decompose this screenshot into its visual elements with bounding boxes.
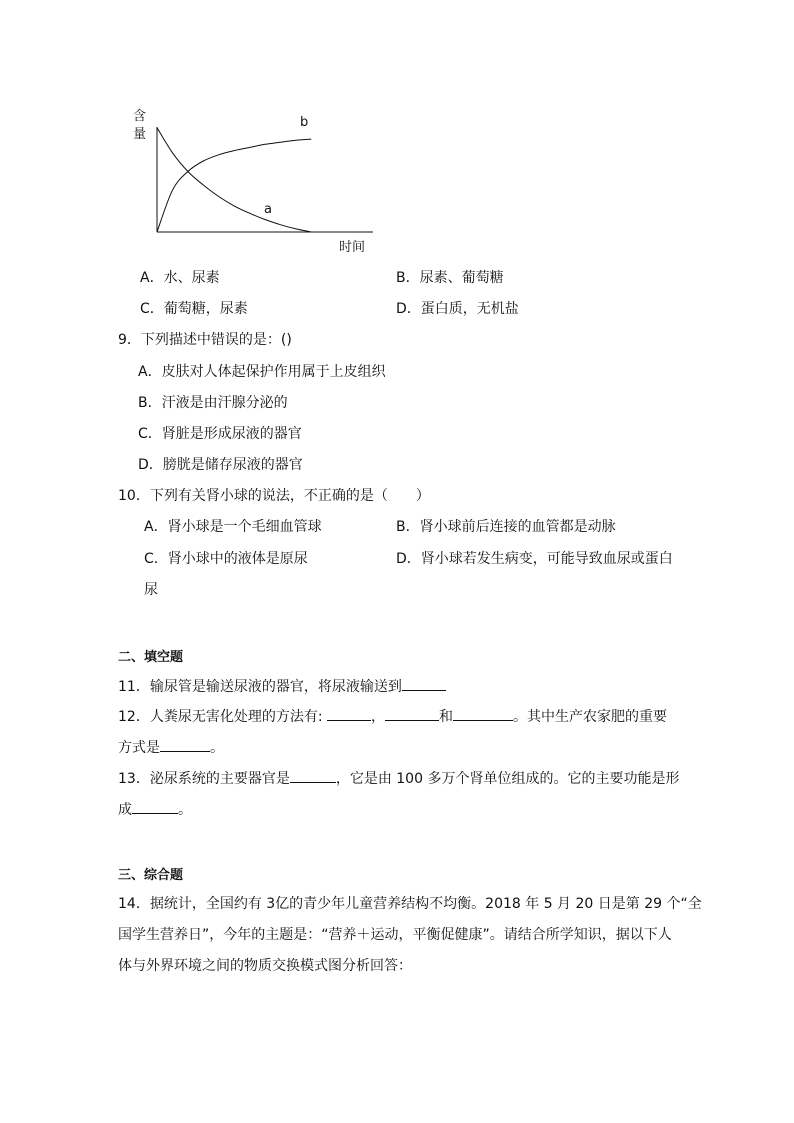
chart-ylabel-char-1: 含 [133,109,147,124]
q12-blank-4[interactable] [160,737,210,752]
q13-end: 。 [178,802,192,818]
q10-option-d-continued: 尿 [144,582,158,598]
q11-text: 11．输尿管是输送尿液的器官，将尿液输送到 [118,679,402,695]
q8-option-c: C．葡萄糖，尿素 [140,301,248,317]
q8-option-b: B．尿素、葡萄糖 [396,270,504,286]
q13-blank-2[interactable] [132,799,178,814]
q14-line-1: 14．据统计，全国约有 3亿的青少年儿童营养结构不均衡。2018 年 5 月 20 日是第 29 个“全 [118,896,702,912]
q10-option-d: D．肾小球若发生病变，可能导致血尿或蛋白 [396,551,673,567]
q12-tail: 。其中生产农家肥的重要 [512,709,667,725]
q8-option-d: D．蛋白质，无机盐 [396,301,519,317]
q8-option-a: A．水、尿素 [140,270,220,286]
q13-text: 13．泌尿系统的主要器官是 [118,771,290,787]
section-2-heading: 二、填空题 [118,650,184,665]
q12-end: 。 [210,740,224,756]
q9-option-c: C．肾脏是形成尿液的器官 [138,426,302,442]
q13-line-2 [118,799,192,820]
chart-ylabel-char-2: 量 [133,127,147,142]
q12-text: 12．人粪尿无害化处理的方法有: [118,709,323,725]
q10-option-a: A．肾小球是一个毛细血管球 [144,519,322,535]
q12-blank-1[interactable] [327,706,371,721]
q12-text-2: 方式是 [118,740,160,756]
q10-option-c: C．肾小球中的液体是原尿 [144,551,308,567]
q13-line-1 [118,768,679,789]
q13-mid: ，它是由 100 多万个肾单位组成的。它的主要功能是形 [335,771,680,787]
q12-line-1 [118,706,667,727]
q12-comma: ， [370,709,385,725]
q12-blank-2[interactable] [385,706,439,721]
q11-blank[interactable] [402,676,446,691]
q9-option-a: A．皮肤对人体起保护作用属于上皮组织 [138,364,386,380]
q9-stem: 9．下列描述中错误的是：() [118,332,292,348]
q13-blank-1[interactable] [290,768,336,783]
q12-blank-3[interactable] [453,706,513,721]
q14-line-2: 国学生营养日”，今年的主题是：“营养＋运动，平衡促健康”。请结合所学知识，据以下人 [118,927,672,943]
q10-stem: 10．下列有关肾小球的说法，不正确的是（ ） [118,488,430,504]
q13-text-2: 成 [118,802,132,818]
q11 [118,676,446,697]
q14-line-3: 体与外界环境之间的物质交换模式图分析回答： [118,958,412,974]
q9-option-d: D．膀胱是储存尿液的器官 [138,457,303,473]
q10-option-b: B．肾小球前后连接的血管都是动脉 [396,519,616,535]
series-b-label: b [300,115,309,130]
content-vs-time-chart [120,100,380,260]
series-b-curve [157,139,311,232]
q9-option-b: B．汗液是由汗腺分泌的 [138,395,288,411]
q12-line-2 [118,737,224,758]
section-3-heading: 三、综合题 [118,868,184,883]
q12-and: 和 [438,709,453,725]
series-a-label: a [264,202,272,217]
chart-xlabel: 时间 [339,240,366,255]
